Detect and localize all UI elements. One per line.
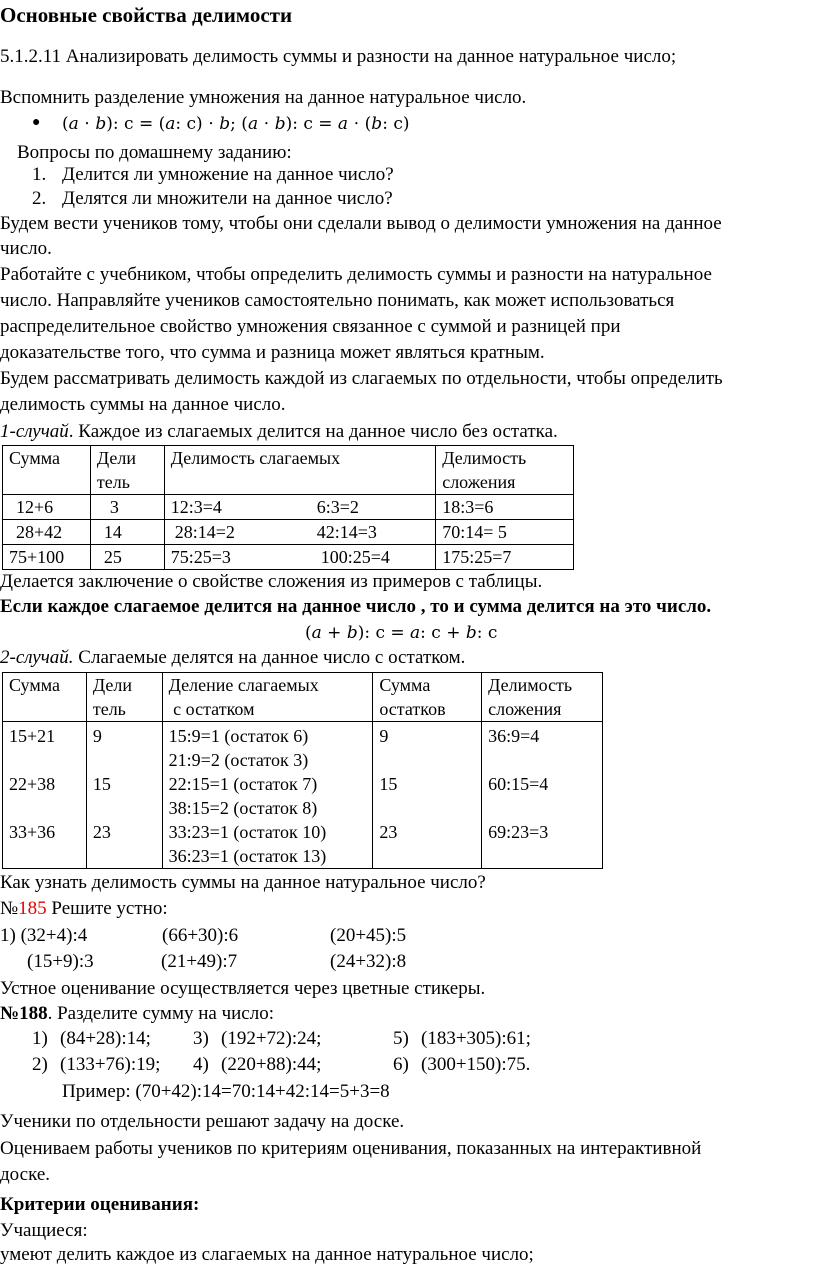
board-line: Ученики по отдельности решают задачу на доске. bbox=[0, 1111, 405, 1132]
table-row bbox=[3, 495, 574, 520]
rule-formula: (𝑎 + 𝑏): c = 𝑎: c + 𝑏: c bbox=[305, 623, 498, 643]
header-sum-divisibility: Делимость сложения bbox=[482, 673, 603, 722]
header-sum: Сумма bbox=[3, 446, 91, 495]
header-addend-divisibility: Делимость слагаемых bbox=[164, 446, 435, 495]
cell-divisor: 14 bbox=[90, 520, 164, 545]
paragraph-2-line-1: Работайте с учебником, чтобы определить делимость суммы и разности на натуральное bbox=[0, 264, 712, 285]
case-1-heading bbox=[0, 420, 558, 444]
recall-line: Вспомнить разделение умножения на данное натуральное число. bbox=[0, 87, 527, 108]
task-188-row-2: 2) (133+76):19; 4) (220+88):44; 6) (300+150):75. bbox=[32, 1054, 531, 1075]
task-188-label: №188 bbox=[0, 1003, 48, 1024]
students-label: Учащиеся: bbox=[0, 1220, 88, 1241]
divisibility-rule: Если каждое слагаемое делится на данное число , то и сумма делится на это число. bbox=[0, 596, 712, 617]
table-row bbox=[3, 722, 603, 869]
cell-remainder-sums: 9 15 23 bbox=[373, 722, 482, 869]
table-row bbox=[3, 545, 574, 570]
oral-assessment-line: Устное оценивание осуществляется через цветные стикеры. bbox=[0, 978, 486, 999]
table-header-row bbox=[3, 446, 574, 495]
header-divisor: Дели тель bbox=[90, 446, 164, 495]
question-line: Как узнать делимость суммы на данное натуральное число? bbox=[0, 872, 486, 893]
paragraph-1-line-2: число. bbox=[0, 238, 52, 259]
cell-divisors: 9 15 23 bbox=[86, 722, 162, 869]
assess-line-1: Оцениваем работы учеников по критериям оценивания, показанных на интерактивной bbox=[0, 1138, 702, 1159]
case-2-label: 2-случай. bbox=[0, 647, 74, 668]
header-remainder-division: Деление слагаемых с остатком bbox=[162, 673, 373, 722]
cell-divisions: 15:9=1 (остаток 6) 21:9=2 (остаток 3) 22:15=1 (остаток 7) 38:15=2 (остаток 8) 33:23=1 (остаток 10) 36:23=1 (остаток 13) bbox=[162, 722, 373, 869]
table-row bbox=[3, 520, 574, 545]
paragraph-2-line-2: число. Направляйте учеников самостоятельно понимать, как может использоваться bbox=[0, 290, 675, 311]
task-185-line-1: 1) (32+4):4 (66+30):6 (20+45):5 bbox=[0, 925, 407, 946]
paragraph-3-line-2: делимость суммы на данное число. bbox=[0, 394, 286, 415]
header-divisor: Дели тель bbox=[86, 673, 162, 722]
case-1-table bbox=[2, 445, 574, 570]
paragraph-2-line-3: распределительное свойство умножения связанное с суммой и разницей при bbox=[0, 316, 621, 337]
header-remainder-sum: Сумма остатков bbox=[373, 673, 482, 722]
cell-result: 18:3=6 bbox=[436, 495, 574, 520]
example-line: Пример: (70+42):14=70:14+42:14=5+3=8 bbox=[62, 1081, 390, 1102]
learning-objective: 5.1.2.11 Анализировать делимость суммы и разности на данное натуральное число; bbox=[0, 46, 677, 67]
cell-sums: 15+21 22+38 33+36 bbox=[3, 722, 87, 869]
task-185-number: 185 bbox=[18, 898, 47, 919]
cell-result: 70:14= 5 bbox=[436, 520, 574, 545]
paragraph-2-line-4: доказательстве того, что сумма и разница может являться кратным. bbox=[0, 342, 545, 363]
cell-divisor: 25 bbox=[90, 545, 164, 570]
case-2-text: Слагаемые делятся на данное число с остатком. bbox=[73, 647, 466, 668]
criteria-heading: Критерии оценивания: bbox=[0, 1194, 200, 1215]
bullet-formula: (𝑎 ⋅ 𝑏): c = (𝑎: c) ⋅ 𝑏; (𝑎 ⋅ 𝑏): c = 𝑎 ⋅ (𝑏: c) bbox=[62, 114, 410, 134]
header-sum: Сумма bbox=[3, 673, 87, 722]
cell-sum: 75+100 bbox=[3, 545, 91, 570]
paragraph-3-line-1: Будем рассматривать делимость каждой из слагаемых по отдельности, чтобы определить bbox=[0, 368, 723, 389]
table-header-row bbox=[3, 673, 603, 722]
homework-question-1-text: Делится ли умножение на данное число? bbox=[62, 164, 394, 185]
cell-addends: 75:25=3 100:25=4 bbox=[164, 545, 435, 570]
task-188-row-1: 1) (84+28):14; 3) (192+72):24; 5) (183+305):61; bbox=[32, 1028, 531, 1049]
cell-results: 36:9=4 60:15=4 69:23=3 bbox=[482, 722, 603, 869]
homework-question-1: 1. bbox=[32, 164, 47, 185]
page-title: Основные свойства делимости bbox=[0, 3, 293, 27]
cell-divisor: 3 bbox=[90, 495, 164, 520]
homework-question-2-text: Делятся ли множители на данное число? bbox=[62, 188, 393, 209]
homework-question-2: 2. bbox=[32, 188, 47, 209]
case-2-table bbox=[2, 672, 603, 869]
case-1-label: 1-случай bbox=[0, 421, 69, 442]
task-185-line-2: (15+9):3 (21+49):7 (24+32):8 bbox=[27, 951, 407, 972]
cell-sum: 28+42 bbox=[3, 520, 91, 545]
cell-sum: 12+6 bbox=[3, 495, 91, 520]
homework-heading: Вопросы по домашнему заданию: bbox=[17, 142, 292, 163]
case-1-text: . Каждое из слагаемых делится на данное число без остатка. bbox=[68, 421, 558, 442]
case-2-heading bbox=[0, 646, 465, 670]
criteria-item: умеют делить каждое из слагаемых на данное натуральное число; bbox=[0, 1244, 534, 1265]
conclusion-line: Делается заключение о свойстве сложения из примеров с таблицы. bbox=[0, 571, 543, 592]
cell-result: 175:25=7 bbox=[436, 545, 574, 570]
task-185-heading: №185 Решите устно: bbox=[0, 898, 168, 919]
task-188-heading: №188. Разделите сумму на число: bbox=[0, 1003, 274, 1024]
cell-addends: 28:14=2 42:14=3 bbox=[164, 520, 435, 545]
bullet-icon: ● bbox=[32, 115, 41, 130]
header-sum-divisibility: Делимость сложения bbox=[436, 446, 574, 495]
assess-line-2: доске. bbox=[0, 1164, 51, 1185]
cell-addends: 12:3=4 6:3=2 bbox=[164, 495, 435, 520]
paragraph-1-line-1: Будем вести учеников тому, чтобы они сделали вывод о делимости умножения на данное bbox=[0, 213, 722, 234]
